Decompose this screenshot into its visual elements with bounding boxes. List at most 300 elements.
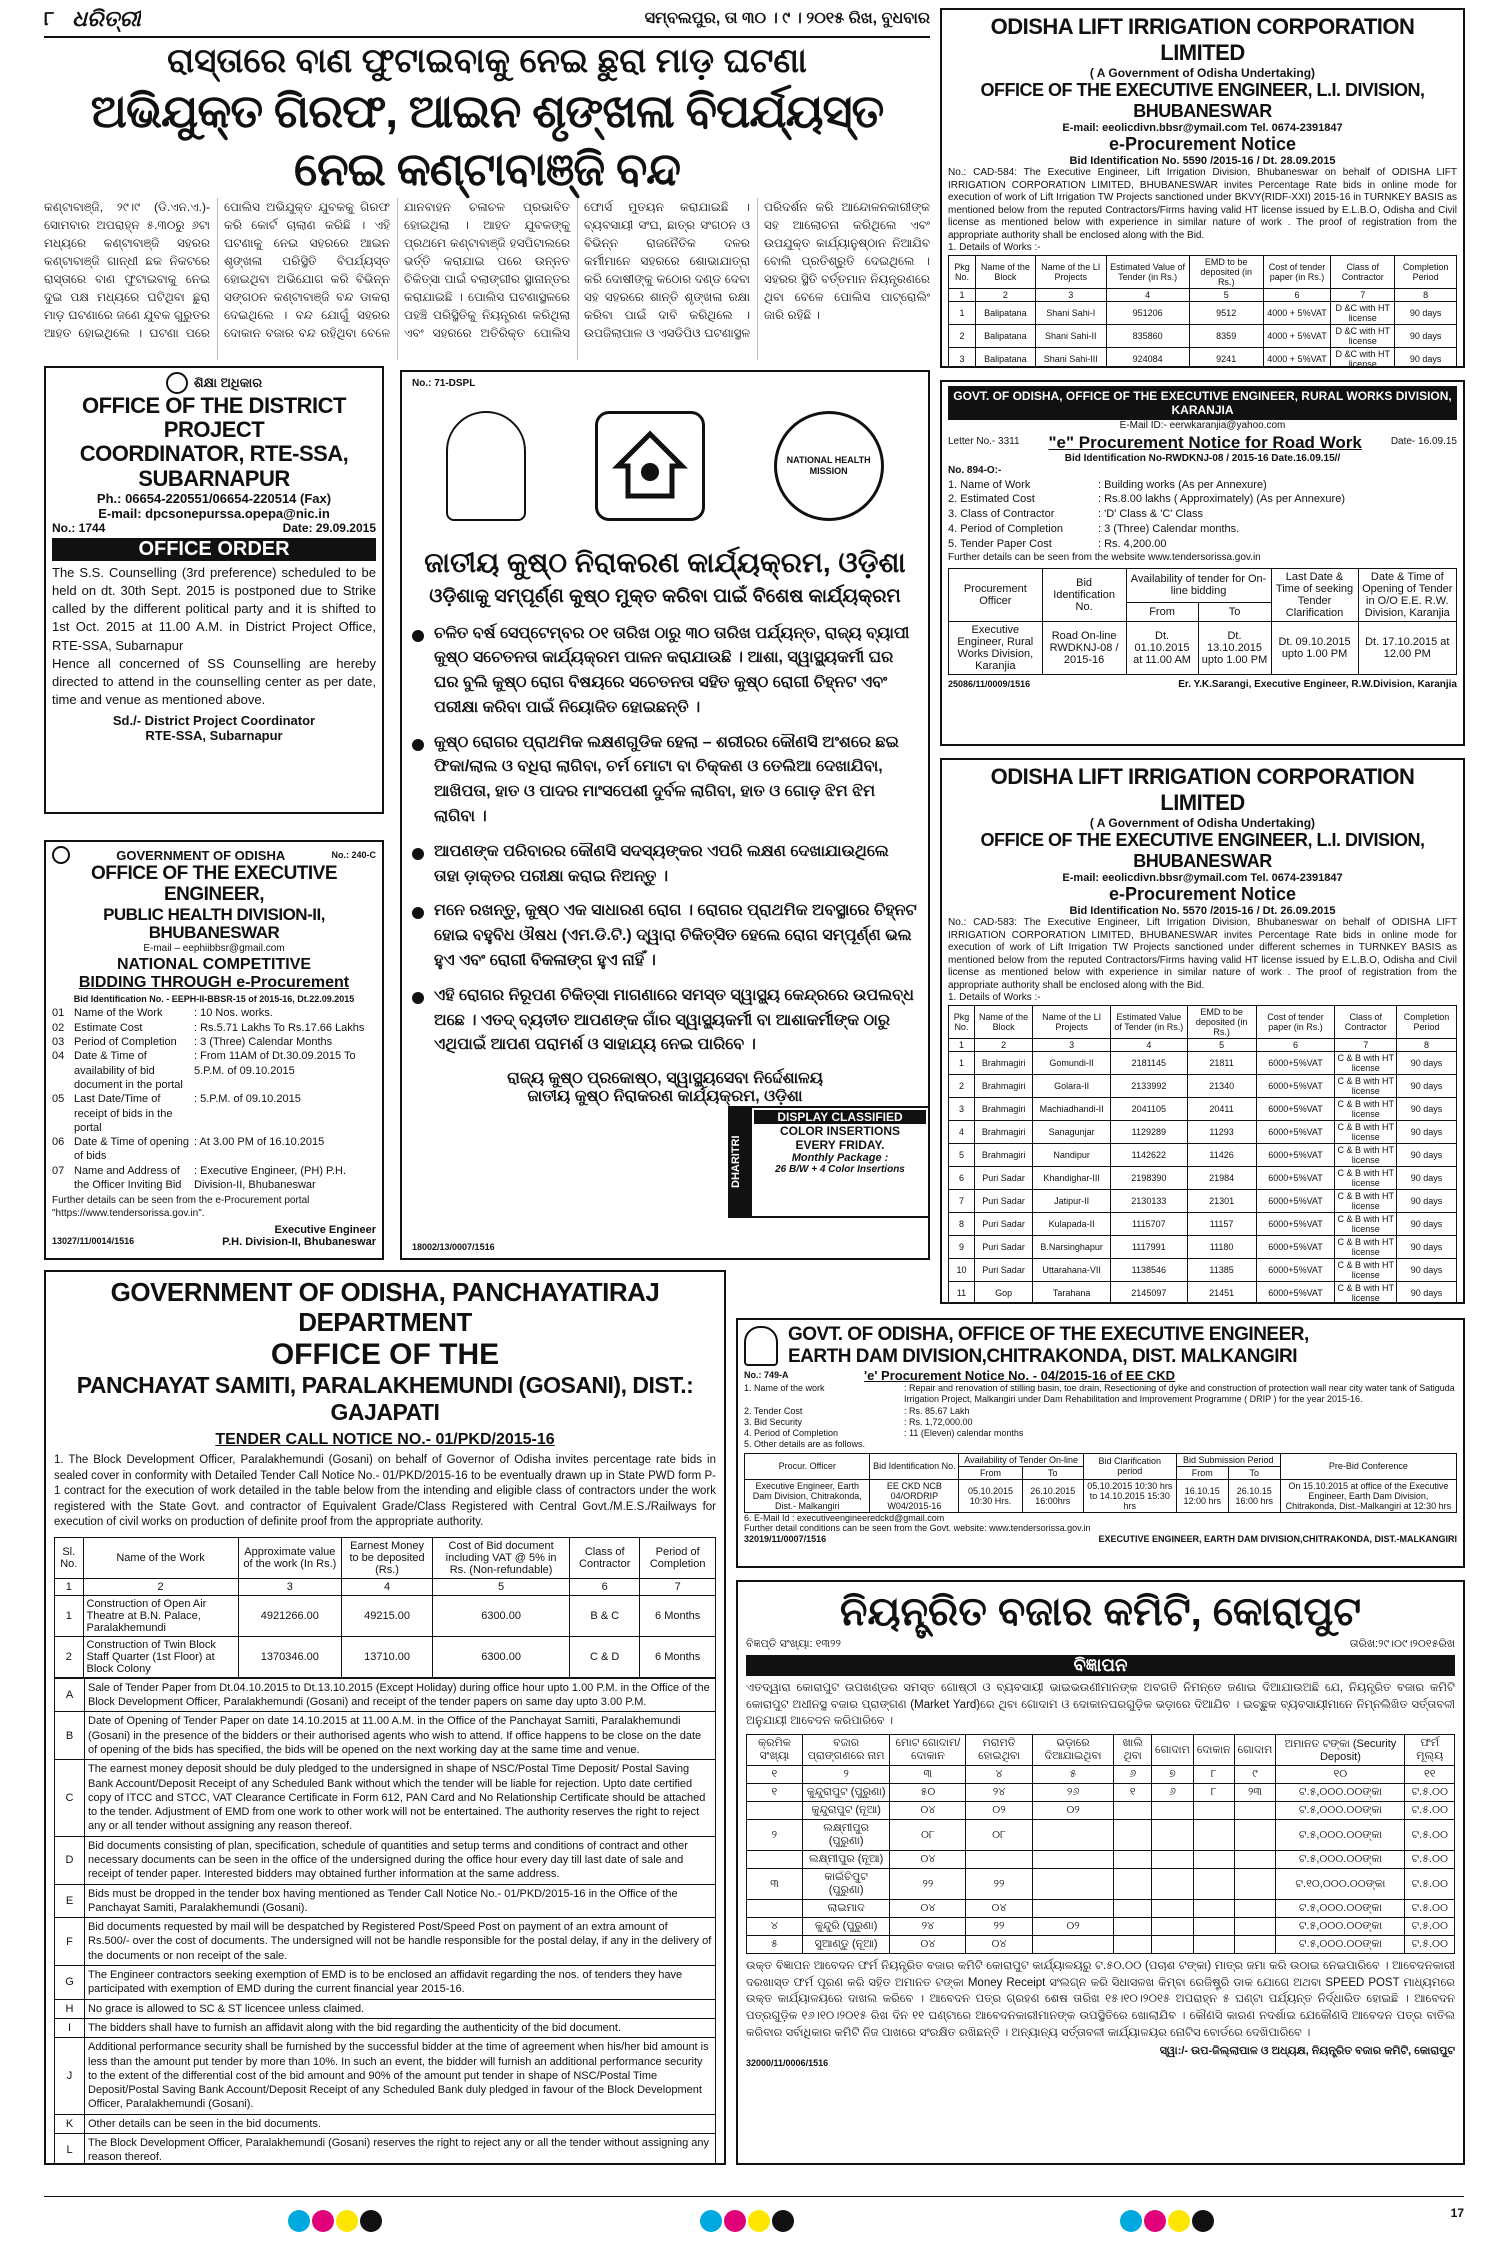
clause-letter: L bbox=[55, 2134, 85, 2165]
market-cell: କୁନ୍ଦୁରାପୁଟ (ନୂଆ) bbox=[802, 1802, 890, 1820]
olic1-th: Name of the LI Projects bbox=[1035, 255, 1106, 288]
market-cell: ୪ bbox=[747, 1918, 803, 1936]
olic1-cell: 2 bbox=[949, 324, 976, 347]
clause-row bbox=[55, 1678, 716, 1712]
detail-no: 04 bbox=[52, 1050, 65, 1063]
gosani-title-1: GOVERNMENT OF ODISHA, PANCHAYATIRAJ DEPARTMENT bbox=[110, 1277, 660, 1337]
gosani-colnum: 2 bbox=[83, 1578, 238, 1595]
table-row bbox=[949, 1258, 1457, 1281]
olic2-cell: C & B with HT license bbox=[1335, 1189, 1397, 1212]
phd-title-1: OFFICE OF THE EXECUTIVE ENGINEER, bbox=[90, 863, 338, 905]
chitra-th-from: From bbox=[1176, 1466, 1228, 1479]
olic2-cell: C & B with HT license bbox=[1335, 1166, 1397, 1189]
market-cell: ୨୪ bbox=[890, 1918, 966, 1936]
olic2-body: No.: CAD-583: The Executive Engineer, Lift Irrigation Division, Bhubaneswar on behalf of ODISHA LIFT IRRIGATION CORPORATION LIMITED, BHUBANESWAR invites Percentage Rate bids in online mode for execution of work of Lift Irrigation TW Projects sanctioned under different schemes in TURNKEY BASIS as mentioned below from the reputed Contractors/Firms having valid HT license issued by E.L.B.O, Odisha and Civil license as mentioned below with experience in similar nature of work . The proof of registration from the appropriate authority shall be enclosed along with the Bid. bbox=[948, 917, 1457, 991]
nlep-ref: 18002/13/0007/1516 bbox=[412, 1242, 495, 1252]
lead-headline: ଅଭିଯୁକ୍ତ ଗିରଫ, ଆଇନ ଶୃଙ୍ଖଳା ବିପର୍ଯ୍ୟସ୍ତ ନେଇ କଣ୍ଟାବାଞ୍ଜି ବନ୍ଦ bbox=[90, 85, 884, 195]
market-cell bbox=[747, 1900, 803, 1918]
detail-value: : 'D' Class & 'C' Class bbox=[1098, 508, 1203, 521]
olic2-works-table bbox=[948, 1005, 1457, 1305]
detail-value: : Building works (As per Annexure) bbox=[1098, 478, 1267, 491]
table-row bbox=[747, 1851, 1455, 1869]
table-row bbox=[949, 1189, 1457, 1212]
market-cell bbox=[1032, 1900, 1114, 1918]
market-cell: ୫ bbox=[747, 1936, 803, 1954]
olic1-title: ODISHA LIFT IRRIGATION CORPORATION LIMITED bbox=[990, 14, 1415, 65]
detail-row bbox=[52, 1006, 376, 1020]
registration-mark-magenta bbox=[724, 2210, 746, 2232]
market-cell bbox=[1114, 1820, 1152, 1851]
olic2-th: Cost of tender paper (in Rs.) bbox=[1256, 1005, 1335, 1038]
market-cell: ୨ bbox=[747, 1820, 803, 1851]
nhm-logo-label: NATIONAL HEALTH MISSION bbox=[786, 454, 871, 476]
clause-text: Sale of Tender Paper from Dt.04.10.2015 to Dt.13.10.2015 (Except Holiday) during office hour upto 1.00 P.M. in the Office of the Block Development Officer, Paralakhemundi (Gosani) and receipt of the tender papers on same day upto 3.00 P.M. bbox=[85, 1678, 716, 1712]
bullet-item bbox=[412, 984, 918, 1058]
bullet-item bbox=[412, 622, 918, 721]
market-cell: ୧ bbox=[747, 1784, 803, 1802]
olic2-cell: 21340 bbox=[1187, 1074, 1256, 1097]
olic1-cell: Shani Sahi-III bbox=[1035, 347, 1106, 368]
bullet-text: ଏହି ରୋଗର ନିରୂପଣ ଚିକିତ୍ସା ମାଗଣାରେ ସମସ୍ତ ସ୍ୱାସ୍ଥ୍ୟ କେନ୍ଦ୍ରରେ ଉପଲବ୍ଧ ଅଛେ । ଏତଦ୍ ବ୍ୟତୀତ ଆପଣଙ୍କ ଗାଁର ସ୍ୱାସ୍ଥ୍ୟକର୍ମୀ ବା ଆଶାକର୍ମୀଙ୍କ ଠାରୁ ଏଥିପାଇଁ ଆପଣ ପରାମର୍ଶ ଓ ସାହାଯ୍ୟ ନେଇ ପାରିବେ । bbox=[434, 986, 914, 1054]
olic2-cell: 90 days bbox=[1397, 1281, 1457, 1304]
olic2-cell: C & B with HT license bbox=[1335, 1258, 1397, 1281]
table-row bbox=[747, 1918, 1455, 1936]
paper-name: ଧରିତ୍ରୀ bbox=[72, 6, 141, 31]
market-cell bbox=[1032, 1820, 1114, 1851]
rtessa-date: Date: 29.09.2015 bbox=[282, 520, 376, 535]
olic1-bid-id: Bid Identification No. 5590 /2015-16 / Dt. 28.09.2015 bbox=[1069, 155, 1336, 167]
table-header-row bbox=[747, 1735, 1455, 1766]
detail-value: : 3 (Three) Calendar months. bbox=[1098, 523, 1240, 536]
market-cell: ଟ.୫.୦୦ bbox=[1405, 1918, 1455, 1936]
phd-footer: Further details can be seen from the e-Procurement portal "https://www.tendersorissa.gov.in". bbox=[52, 1195, 310, 1219]
detail-label: 5. Tender Paper Cost bbox=[948, 537, 1052, 550]
market-cell: ଲକ୍ଷ୍ମୀପୁର (ନୂଆ) bbox=[802, 1851, 890, 1869]
market-cell bbox=[1114, 1802, 1152, 1820]
olic2-th: Pkg No. bbox=[949, 1005, 975, 1038]
olic2-cell: 6000+5%VAT bbox=[1256, 1189, 1335, 1212]
olic2-cell: Brahmagiri bbox=[974, 1143, 1032, 1166]
detail-row bbox=[744, 1417, 1457, 1428]
rtessa-logo-text: ଶିକ୍ଷା ଅଧିକାର bbox=[193, 375, 263, 390]
market-table bbox=[746, 1734, 1455, 1954]
gosani-notice-no: TENDER CALL NOTICE NO.- 01/PKD/2015-16 bbox=[215, 1431, 555, 1449]
detail-value: : 3 (Three) Calendar Months bbox=[194, 1036, 333, 1049]
market-cell: ୦୪ bbox=[890, 1936, 966, 1954]
olic2-cell: 6000+5%VAT bbox=[1256, 1258, 1335, 1281]
detail-label: 1. Name of Work bbox=[948, 478, 1031, 491]
olic1-colnum: 7 bbox=[1331, 288, 1395, 301]
market-colnum: ୧୧ bbox=[1405, 1766, 1455, 1784]
phd-sign-2: P.H. Division-II, Bhubaneswar bbox=[222, 1236, 376, 1249]
promo-line-2: COLOR INSERTIONS bbox=[779, 1124, 900, 1138]
phd-sign-1: Executive Engineer bbox=[274, 1224, 376, 1237]
lead-body: କଣ୍ଟାବାଞ୍ଜି, ୨୯।୯ (ଡି.ଏନ.ଏ.)- ସୋମବାର ଅପରାହ୍ନ ୫.୩୦ରୁ ୬ଟା ମଧ୍ୟରେ କଣ୍ଟାବାଞ୍ଜି ସହରର କଣ୍ଟାବାଞ୍ଜି ଗାନ୍ଧୀ ଛକ ନିକଟରେ ରାସ୍ତାରେ ବାଣ ଫୁଟାଇବାକୁ ନେଇ ଦୁଇ ପକ୍ଷ ମଧ୍ୟରେ ଘଟିଥିବା ଛୁରା ମାଡ଼ ଘଟଣାରେ ଜଣେ ଯୁବକ ଗୁରୁତର ଆହତ ହୋଇଥିଲେ । ଘଟଣା ପରେ ପୋଲିସ ଅଭିଯୁକ୍ତ ଯୁବକକୁ ଗିରଫ କରି କୋର୍ଟ ଚାଲାଣ କରିଛି । ଏହି ଘଟଣାକୁ ନେଇ ସହରରେ ଆଇନ ଶୃଙ୍ଖଳା ପରିସ୍ଥିତି ବିପର୍ଯ୍ୟସ୍ତ ହୋଇଥିବା ଅଭିଯୋଗ କରି ବିଭିନ୍ନ ସଙ୍ଗଠନ କଣ୍ଟାବାଞ୍ଜି ବନ୍ଦ ଡାକରା ଦେଇଥିଲେ । ବନ୍ଦ ଯୋଗୁଁ ସହରର ଦୋକାନ ବଜାର ବନ୍ଦ ରହିଥିବା ବେଳେ ଯାନବାହନ ଚଳାଚଳ ପ୍ରଭାବିତ ହୋଇଥିଲା । ଆହତ ଯୁବକଙ୍କୁ ପ୍ରଥମେ କଣ୍ଟାବାଞ୍ଜି ହସପିଟାଲରେ ଭର୍ତ୍ତି କରାଯାଇ ପରେ ଉନ୍ନତ ଚିକିତ୍ସା ପାଇଁ ବଲାଙ୍ଗୀର ସ୍ଥାନାନ୍ତର କରାଯାଇଛି । ପୋଲିସ ଘଟଣାସ୍ଥଳରେ ପହଞ୍ଚି ପରିସ୍ଥିତିକୁ ନିୟନ୍ତ୍ରଣ କରିଥିଲା ଏବଂ ସହରରେ ଅତିରିକ୍ତ ପୋଲିସ ଫୋର୍ସ ମୁତୟନ କରାଯାଇଛି । ବ୍ୟବସାୟୀ ସଂଘ, ଛାତ୍ର ସଂଗଠନ ଓ ବିଭିନ୍ନ ରାଜନୈତିକ ଦଳର କର୍ମୀମାନେ ସହରରେ ଶୋଭାଯାତ୍ରା କରି ଦୋଷୀଙ୍କୁ କଠୋର ଦଣ୍ଡ ଦେବା ସହ ସହରରେ ଶାନ୍ତି ଶୃଙ୍ଖଳା ରକ୍ଷା କରିବା ପାଇଁ ଦାବି କରିଥିଲେ । ଉପଜିଲାପାଳ ଓ ଏସଡିପିଓ ଘଟଣାସ୍ଥଳ ପରିଦର୍ଶନ କରି ଆନ୍ଦୋଳନକାରୀଙ୍କ ସହ ଆଲୋଚନା କରିଥିଲେ ଏବଂ ଉପଯୁକ୍ତ କାର୍ଯ୍ୟାନୁଷ୍ଠାନ ନିଆଯିବ ବୋଲି ପ୍ରତିଶ୍ରୁତି ଦେଇଥିଲେ । ସହରର ସ୍ଥିତି ବର୍ତ୍ତମାନ ନିୟନ୍ତ୍ରଣରେ ଥିବା ବେଳେ ପୋଲିସ ପାଟ୍ରୋଲିଂ ଜାରି ରହିଛି । bbox=[44, 200, 930, 340]
rtessa-order-banner: OFFICE ORDER bbox=[52, 538, 376, 561]
olic1-cell: Shani Sahi-II bbox=[1035, 324, 1106, 347]
olic2-cell: 1 bbox=[949, 1051, 975, 1074]
gosani-cell: 2 bbox=[55, 1636, 84, 1677]
market-cell bbox=[1193, 1851, 1234, 1869]
detail-label: 2. Estimated Cost bbox=[948, 493, 1035, 506]
gosani-colnum: 3 bbox=[238, 1578, 341, 1595]
olic2-subtitle: ( A Government of Odisha Undertaking) bbox=[1089, 816, 1316, 830]
clause-text: No grace is allowed to SC & ST licencee unless claimed. bbox=[85, 1999, 716, 2018]
olic2-cell: B.Narsinghapur bbox=[1033, 1235, 1111, 1258]
olic-notice-1 bbox=[940, 8, 1465, 368]
market-th: ଅମାନତ ଟଙ୍କା (Security Deposit) bbox=[1276, 1735, 1405, 1766]
olic-notice-2 bbox=[940, 758, 1465, 1304]
chitra-title-1: GOVT. OF ODISHA, OFFICE OF THE EXECUTIVE ENGINEER, bbox=[788, 1324, 1309, 1345]
detail-value: : 11 (Eleven) calendar months bbox=[904, 1428, 1024, 1438]
chitra-items bbox=[744, 1383, 1457, 1451]
olic2-cell: Gomundi-II bbox=[1033, 1051, 1111, 1074]
chitra-ref: 32019/11/0007/1516 bbox=[744, 1534, 827, 1545]
market-cell bbox=[1193, 1936, 1234, 1954]
olic1-th: Completion Period bbox=[1395, 255, 1457, 288]
bullet-icon bbox=[412, 630, 424, 642]
clause-row bbox=[55, 2038, 716, 2114]
market-cell bbox=[1152, 1820, 1194, 1851]
market-intro: ଏତଦ୍ୱାରା କୋରାପୁଟ ଉପଖଣ୍ଡର ସମସ୍ତ ଗୋଷ୍ଠୀ ଓ ବ୍ୟବସାୟୀ ଭାଇଭଉଣୀମାନଙ୍କ ଅବଗତି ନିମନ୍ତେ ଜଣାଇ ଦିଆଯାଉଅଛି ଯେ, ନିୟନ୍ତ୍ରିତ ବଜାର କମିଟି କୋରାପୁଟ ଅଧୀନସ୍ଥ ବଜାର ପ୍ରାଙ୍ଗଣ (Market Yard)ରେ ଥିବା ଗୋଦାମ ଓ ଦୋକାନଘରଗୁଡ଼ିକ ଭଡ଼ାରେ ଦିଆଯିବ । ଇଚ୍ଛୁକ ବ୍ୟବସାୟୀମାନେ ନିମ୍ନଲିଖିତ ସର୍ତ୍ତାବଳୀ ଅନୁଯାୟୀ ଆବେଦନ କରିପାରିବେ । bbox=[746, 1682, 1455, 1728]
table-row bbox=[949, 1212, 1457, 1235]
bullet-icon bbox=[412, 848, 424, 860]
table-row bbox=[949, 1281, 1457, 1304]
market-th: ଗୋଦାମ bbox=[1152, 1735, 1194, 1766]
nlep-title: ଜାତୀୟ କୁଷ୍ଠ ନିରାକରଣ କାର୍ଯ୍ୟକ୍ରମ, ଓଡ଼ିଶା bbox=[424, 546, 906, 578]
registration-mark-yellow bbox=[748, 2210, 770, 2232]
detail-label: 3. Bid Security bbox=[744, 1416, 803, 1427]
chitra-cell: 05.10.2015 10:30 Hrs. bbox=[959, 1479, 1022, 1512]
detail-value: : Rs.5.71 Lakhs To Rs.17.66 Lakhs bbox=[194, 1021, 365, 1034]
olic2-th: Class of Contractor bbox=[1335, 1005, 1397, 1038]
rwd-table bbox=[948, 568, 1457, 675]
rwd-title: GOVT. OF ODISHA, OFFICE OF THE EXECUTIVE ENGINEER, RURAL WORKS DIVISION, KARANJIA bbox=[948, 386, 1457, 420]
nlep-no: No.: 71-DSPL bbox=[412, 378, 476, 389]
clause-row bbox=[55, 1712, 716, 1760]
market-th: ଫର୍ମ ମୂଲ୍ୟ bbox=[1405, 1735, 1455, 1766]
chitra-title-2: EARTH DAM DIVISION,CHITRAKONDA, DIST. MALKANGIRI bbox=[788, 1346, 1298, 1367]
page-number: ୮ bbox=[44, 8, 55, 30]
clause-text: The bidders shall have to furnish an affidavit along with the bid regarding the authenticity of the bid document. bbox=[85, 2018, 716, 2037]
rwd-th: Last Date & Time of seeking Tender Clarification bbox=[1271, 569, 1358, 622]
olic1-office: OFFICE OF THE EXECUTIVE ENGINEER, L.I. DIVISION, BHUBANESWAR bbox=[980, 80, 1425, 121]
gosani-title-3: PANCHAYAT SAMITI, PARALAKHEMUNDI (GOSANI), DIST.: GAJAPATI bbox=[76, 1372, 694, 1425]
olic2-cell: 6000+5%VAT bbox=[1256, 1120, 1335, 1143]
market-colnum: ୫ bbox=[1032, 1766, 1114, 1784]
detail-value: : Rs.8.00 lakhs ( Approximately) (As per Annexure) bbox=[1098, 493, 1345, 506]
table-colnum-row bbox=[747, 1766, 1455, 1784]
olic2-cell: Khandighar-III bbox=[1033, 1166, 1111, 1189]
olic2-cell: 90 days bbox=[1397, 1189, 1457, 1212]
detail-label: 4. Period of Completion bbox=[948, 523, 1063, 536]
olic2-colnum: 3 bbox=[1033, 1038, 1111, 1051]
clause-letter: G bbox=[55, 1966, 85, 2000]
olic2-cell: 1117991 bbox=[1111, 1235, 1187, 1258]
market-banner: ବିଜ୍ଞାପନ bbox=[746, 1655, 1455, 1676]
market-cell: ୬ bbox=[1152, 1784, 1194, 1802]
olic2-cell: 11426 bbox=[1187, 1143, 1256, 1166]
rtessa-no: No.: 1744 bbox=[52, 520, 106, 535]
olic1-cell: 835860 bbox=[1106, 324, 1189, 347]
detail-label: 2. Tender Cost bbox=[744, 1405, 803, 1416]
olic2-cell: Brahmagiri bbox=[974, 1074, 1032, 1097]
chitra-no: No.: 749-A bbox=[744, 1370, 789, 1381]
clause-text: Bids must be dropped in the tender box having mentioned as Tender Call Notice No.- 01/PKD/2015-16 in the Office of the Panchayat Samiti, Paralakhemundi (Gosani). bbox=[85, 1884, 716, 1918]
olic2-cell: 90 days bbox=[1397, 1074, 1457, 1097]
gosani-th: Period of Completion bbox=[640, 1537, 716, 1578]
table-colnum-row bbox=[949, 1038, 1457, 1051]
olic1-colnum: 1 bbox=[949, 288, 976, 301]
phd-no: No.: 240-C bbox=[331, 849, 376, 860]
olic2-cell: C & B with HT license bbox=[1335, 1051, 1397, 1074]
detail-value: : Repair and renovation of stilling basin, toe drain, Resectioning of dyke and construction of protection wall near city water tank of Satiguda Irrigation Project, Malkangiri under Dam Rehabilitation and Improvement Programme ( DRIP ) for the year 2015-16. bbox=[904, 1383, 1455, 1405]
odisha-emblem-icon bbox=[744, 1326, 778, 1366]
market-cell bbox=[1032, 1869, 1114, 1900]
market-cell: ୨୬ bbox=[1032, 1784, 1114, 1802]
rwd-further: Further details can be seen from the website www.tendersorissa.gov.in bbox=[948, 551, 1261, 563]
gosani-cell: 49215.00 bbox=[342, 1595, 433, 1636]
olic1-email: E-mail: eeolicdivn.bbsr@ymail.com Tel. 0674-2391847 bbox=[1062, 122, 1343, 134]
olic2-cell: 9 bbox=[949, 1235, 975, 1258]
market-cell: ଟ.୫.୦୦ bbox=[1405, 1869, 1455, 1900]
market-cell bbox=[1114, 1936, 1152, 1954]
table-row bbox=[949, 1074, 1457, 1097]
market-cell: ଟ.୫,୦୦୦.୦୦ଙ୍କା bbox=[1276, 1936, 1405, 1954]
registration-mark-cyan bbox=[1120, 2210, 1142, 2232]
market-cell bbox=[1032, 1851, 1114, 1869]
olic1-cell: 4000 + 5%VAT bbox=[1263, 301, 1330, 324]
olic2-cell: Tarahana bbox=[1033, 1281, 1111, 1304]
olic2-cell: 11 bbox=[949, 1281, 975, 1304]
detail-label: Name and Address of the Officer Inviting Bid bbox=[74, 1164, 182, 1192]
olic2-title: ODISHA LIFT IRRIGATION CORPORATION LIMITED bbox=[990, 764, 1415, 815]
detail-no: 05 bbox=[52, 1093, 65, 1106]
chitra-th: Bid Identification No. bbox=[870, 1453, 959, 1479]
detail-row bbox=[948, 492, 1457, 507]
market-cell: ଟ.୫.୦୦ bbox=[1405, 1851, 1455, 1869]
chitra-cell: 26.10.2015 16:00hrs bbox=[1022, 1479, 1083, 1512]
olic1-cell: 951206 bbox=[1106, 301, 1189, 324]
gosani-th: Earnest Money to be deposited (Rs.) bbox=[342, 1537, 433, 1578]
market-cell: ଟ.୧୦,୦୦୦.୦୦ଙ୍କା bbox=[1276, 1869, 1405, 1900]
chitra-signature: EXECUTIVE ENGINEER, EARTH DAM DIVISION,CHITRAKONDA, DIST.-MALKANGIRI bbox=[1098, 1534, 1457, 1545]
clause-letter: I bbox=[55, 2018, 85, 2037]
promo-line-5: 26 B/W + 4 Color Insertions bbox=[775, 1164, 905, 1175]
detail-row bbox=[52, 1135, 376, 1164]
market-cell: କୁନ୍ଦୁରି (ପୁରୁଣା) bbox=[802, 1918, 890, 1936]
gosani-works-table bbox=[54, 1537, 716, 1678]
market-cell: ୨୨ bbox=[890, 1869, 966, 1900]
table-row bbox=[55, 1636, 716, 1677]
market-title: ନିୟନ୍ତ୍ରିତ ବଜାର କମିଟି, କୋରାପୁଟ bbox=[839, 1590, 1362, 1634]
market-cell: ୦୪ bbox=[966, 1900, 1032, 1918]
market-cell: ଟ.୫,୦୦୦.୦୦ଙ୍କା bbox=[1276, 1918, 1405, 1936]
market-cell: ୦୪ bbox=[966, 1936, 1032, 1954]
market-cell bbox=[1234, 1900, 1276, 1918]
bullet-item bbox=[412, 840, 918, 890]
gosani-cell: 13710.00 bbox=[342, 1636, 433, 1677]
olic1-cell: 4000 + 5%VAT bbox=[1263, 324, 1330, 347]
olic2-cell: Puri Sadar bbox=[974, 1166, 1032, 1189]
market-colnum: ୩ bbox=[890, 1766, 966, 1784]
market-cell bbox=[1234, 1869, 1276, 1900]
olic2-cell: 21984 bbox=[1187, 1166, 1256, 1189]
phd-email: E-mail – eephiibbsr@gmail.com bbox=[143, 943, 285, 955]
detail-value: : Rs. 85.67 Lakh bbox=[904, 1405, 970, 1416]
rwd-date: Date- 16.09.15 bbox=[1390, 436, 1457, 448]
olic2-cell: Kulapada-II bbox=[1033, 1212, 1111, 1235]
olic2-cell: C & B with HT license bbox=[1335, 1281, 1397, 1304]
market-cell: ୦୨ bbox=[966, 1802, 1032, 1820]
market-cell: ୨୨ bbox=[966, 1918, 1032, 1936]
olic2-cell: 2133992 bbox=[1111, 1074, 1187, 1097]
table-colnum-row bbox=[949, 288, 1457, 301]
olic2-th: EMD to be deposited (in Rs.) bbox=[1187, 1005, 1256, 1038]
detail-no: 07 bbox=[52, 1164, 65, 1177]
olic2-notice-title: e-Procurement Notice bbox=[1108, 884, 1297, 904]
rtessa-body-2: Hence all concerned of SS Counselling are hereby directed to attend in the counselling center as per date, time and venue as mentioned above. bbox=[52, 655, 376, 708]
olic2-cell: Machiadhandi-II bbox=[1033, 1097, 1111, 1120]
odisha-emblem-icon bbox=[52, 846, 70, 864]
clause-text: Bid documents requested by mail will be despatched by Registered Post/Speed Post on payment of an extra amount of Rs.500/- over the cost of documents. The undersigned will not be handle responsible for the postal delay, if any in the delivery of the documents or non receipt of the sale. bbox=[85, 1918, 716, 1966]
market-cell: ୦୨ bbox=[1032, 1918, 1114, 1936]
table-row bbox=[747, 1820, 1455, 1851]
rwd-th-from: From bbox=[1126, 602, 1198, 622]
chitra-email: 6. E-Mail Id : executiveengineeredckd@gmail.com bbox=[744, 1512, 945, 1523]
market-th: ମରାମତି ହୋଇଥିବା bbox=[966, 1735, 1032, 1766]
market-th: ଦୋକାନ bbox=[1193, 1735, 1234, 1766]
display-classified-promo bbox=[728, 1106, 930, 1218]
market-th: ଗୋଦାମ bbox=[1234, 1735, 1276, 1766]
table-row bbox=[747, 1936, 1455, 1954]
gosani-th: Name of the Work bbox=[83, 1537, 238, 1578]
lead-story bbox=[44, 40, 930, 360]
olic2-cell: 90 days bbox=[1397, 1235, 1457, 1258]
market-colnum: ୭ bbox=[1152, 1766, 1194, 1784]
table-row bbox=[949, 1235, 1457, 1258]
olic2-cell: 6000+5%VAT bbox=[1256, 1166, 1335, 1189]
chitra-table bbox=[744, 1453, 1457, 1513]
market-cell bbox=[1152, 1869, 1194, 1900]
olic2-cell: C & B with HT license bbox=[1335, 1235, 1397, 1258]
rwd-bid-id: Bid Identification No-RWDKNJ-08 / 2015-16 Date.16.09.15// bbox=[1064, 452, 1341, 464]
registration-mark-cyan bbox=[288, 2210, 310, 2232]
page-number-footer: 17 bbox=[1450, 2206, 1464, 2220]
promo-side-label: DHARITRI bbox=[730, 1108, 752, 1216]
promo-line-1: DISPLAY CLASSIFIED bbox=[754, 1110, 926, 1124]
clause-text: Other details can be seen in the bid documents. bbox=[85, 2114, 716, 2133]
market-colnum: ୧୦ bbox=[1276, 1766, 1405, 1784]
olic1-body: No.: CAD-584: The Executive Engineer, Lift Irrigation Division, Bhubaneswar on behalf of ODISHA LIFT IRRIGATION CORPORATION LIMITED, BHUBANESWAR invites Percentage Rate bids in online mode for execution of work of Lift Irrigation TW Projects sanctioned under BKVY(RIDF-XXI) 2015-16 in TURNKEY BASIS as mentioned below from the reputed Contractors/Firms having valid HT license issued by E.L.B.O, Odisha and Civil license as mentioned below with experience in similar nature of work . The proof of registration from the appropriate authority shall be enclosed along with the Bid. bbox=[948, 167, 1457, 241]
clause-letter: B bbox=[55, 1712, 85, 1760]
olic2-cell: 2130133 bbox=[1111, 1189, 1187, 1212]
clause-row bbox=[55, 1884, 716, 1918]
market-cell: ଟ.୫,୦୦୦.୦୦ଙ୍କା bbox=[1276, 1900, 1405, 1918]
ashoka-emblem-icon bbox=[446, 411, 526, 521]
market-colnum: ୨ bbox=[802, 1766, 890, 1784]
olic2-cell: C & B with HT license bbox=[1335, 1097, 1397, 1120]
phd-bidding: BIDDING THROUGH e-Procurement bbox=[78, 973, 350, 991]
rwd-ref: 25086/11/0009/1516 bbox=[948, 679, 1031, 690]
olic1-th: Cost of tender paper (in Rs.) bbox=[1263, 255, 1330, 288]
olic1-th: Class of Contractor bbox=[1331, 255, 1395, 288]
olic1-colnum: 8 bbox=[1395, 288, 1457, 301]
market-cell bbox=[1152, 1851, 1194, 1869]
detail-value: : 10 Nos. works. bbox=[194, 1007, 273, 1020]
rwd-cell: Dt. 13.10.2015 upto 1.00 PM bbox=[1198, 622, 1271, 675]
olic2-cell: 5 bbox=[949, 1143, 975, 1166]
rtessa-sign-2: RTE-SSA, Subarnapur bbox=[145, 728, 283, 744]
market-body: ଉକ୍ତ ବିଜ୍ଞାପନ ଆବେଦନ ଫର୍ମ ନିୟନ୍ତ୍ରିତ ବଜାର କମିଟି କୋରାପୁଟ କାର୍ଯ୍ୟାଳୟରୁ ଟ.୫୦.୦୦ (ପଚାଶ ଟଙ୍କା) ମାତ୍ର ଜମା କରି ଉଠାଇ ନେଇପାରିବେ । ଆବେଦନକାରୀ ଦରଖାସ୍ତ ଫର୍ମ ପୂରଣ କରି ସହିତ ଅମାନତ ଟଙ୍କା Money Receipt ସଂଲଗ୍ନ କରି ସିଧାସଳଖ କିମ୍ବା ରେଜିଷ୍ଟ୍ରି ଡାକ ଯୋଗେ ଅଥବା SPEED POST ମାଧ୍ୟମରେ ଉକ୍ତ କାର୍ଯ୍ୟାଳୟରେ ଦାଖଲ କରିବେ । ଆବେଦନ ପତ୍ର ଗ୍ରହଣ ଶେଷ ତାରିଖ ୧୫।୧୦।୨୦୧୫ ଅପରାହ୍ନ ୫ ଘଣ୍ଟା ପର୍ଯ୍ୟନ୍ତ ନିର୍ଦ୍ଧାରିତ ହୋଇଛି । ଆବେଦନ ପତ୍ରଗୁଡ଼ିକ ୧୬।୧୦।୨୦୧୫ ରିଖ ଦିନ ୧୧ ଘଣ୍ଟାରେ ଆବେଦନକାରୀମାନଙ୍କ ଉପସ୍ଥିତିରେ ଖୋଲାଯିବ । କୌଣସି କାରଣ ନଦର୍ଶାଇ ଯେକୌଣସି ଆବେଦନ ପତ୍ର ବାତିଲ କରିବାର ସର୍ବାଧିକାର କମିଟି ନିଜ ପାଖରେ ସଂରକ୍ଷିତ ରଖିଛନ୍ତି । ଅନ୍ୟାନ୍ୟ ସର୍ତ୍ତାବଳୀ କାର୍ଯ୍ୟାଳୟର ନୋଟିସ ବୋର୍ଡରେ ଦେଖିପାରିବେ । bbox=[746, 1960, 1455, 2039]
olic1-cell: D &C with HT license bbox=[1331, 347, 1395, 368]
market-cell bbox=[1152, 1936, 1194, 1954]
olic2-cell: C & B with HT license bbox=[1335, 1143, 1397, 1166]
rtessa-phone: Ph.: 06654-220551/06654-220514 (Fax) bbox=[96, 490, 332, 506]
chitra-th-from: From bbox=[959, 1466, 1022, 1479]
olic2-cell: 3 bbox=[949, 1097, 975, 1120]
gosani-cell: 1370346.00 bbox=[238, 1636, 341, 1677]
market-cell bbox=[1234, 1936, 1276, 1954]
olic2-cell: 11293 bbox=[1187, 1120, 1256, 1143]
olic1-cell: 924084 bbox=[1106, 347, 1189, 368]
phd-details bbox=[52, 1006, 376, 1192]
olic1-cell: 8359 bbox=[1189, 324, 1263, 347]
rwd-th: Availability of tender for On-line bidding bbox=[1126, 569, 1271, 602]
olic2-cell: 2145097 bbox=[1111, 1281, 1187, 1304]
gosani-cell: 6300.00 bbox=[433, 1595, 570, 1636]
registration-mark-black bbox=[772, 2210, 794, 2232]
olic2-colnum: 4 bbox=[1111, 1038, 1187, 1051]
detail-no: 02 bbox=[52, 1021, 65, 1034]
clause-letter: E bbox=[55, 1884, 85, 1918]
olic2-cell: 6000+5%VAT bbox=[1256, 1235, 1335, 1258]
market-cell: ୦୮ bbox=[890, 1820, 966, 1851]
clause-row bbox=[55, 1760, 716, 1836]
market-colnum: ୯ bbox=[1234, 1766, 1276, 1784]
phd-notice bbox=[44, 840, 384, 1260]
chitra-cell: 05.10.2015 10:30 hrs to 14.10.2015 15:30 hrs bbox=[1083, 1479, 1176, 1512]
chitra-cell: On 15.10.2015 at office of the Executive Engineer, Earth Dam Division, Chitrakonda, Dist.-Malkangiri at 12:30 hrs bbox=[1280, 1479, 1456, 1512]
rtessa-notice bbox=[44, 366, 384, 814]
olic2-cell: 11385 bbox=[1187, 1258, 1256, 1281]
clause-text: Additional performance security shall be furnished by the successful bidder at the time of agreement when his/her bid amount is less than the amount put tender by more than 10%. In such an event, the bidder will furnish an additional performance security to the extent of the differential cost of the bid amount and 90% of the amount put tender in shape of NSC/Postal Time Deposit/Postal Saving Bank Account/Deposit Receipt of any Scheduled Bank duly pledged in favour of the Block Development Officer, Paralakhemundi (Gosani). bbox=[85, 2038, 716, 2114]
detail-label: 3. Class of Contractor bbox=[948, 508, 1055, 521]
olic2-cell: Puri Sadar bbox=[974, 1212, 1032, 1235]
clause-text: The Engineer contractors seeking exemption of EMD is to be enclosed an affidavit regarding the nos. of tenders they have participated with exemption of EMD during the current financial year 2015-16. bbox=[85, 1966, 716, 2000]
chitra-notice-title: 'e' Procurement Notice No. - 04/2015-16 of EE CKD bbox=[864, 1368, 1176, 1383]
masthead-rule bbox=[44, 36, 930, 38]
olic2-colnum: 7 bbox=[1335, 1038, 1397, 1051]
market-cell: କାଇଁଚିପୁଟ (ପୁରୁଣା) bbox=[802, 1869, 890, 1900]
market-th: ମୋଟ ଗୋଦାମ/ ଦୋକାନ bbox=[890, 1735, 966, 1766]
market-cell: କୁନ୍ଦୁରାପୁଟ (ପୁରୁଣା) bbox=[802, 1784, 890, 1802]
table-header-row bbox=[949, 255, 1457, 288]
clause-row bbox=[55, 1918, 716, 1966]
chitra-th-to: To bbox=[1022, 1466, 1083, 1479]
market-cell: ଟ.୫,୦୦୦.୦୦ଙ୍କା bbox=[1276, 1820, 1405, 1851]
olic1-subtitle: ( A Government of Odisha Undertaking) bbox=[1089, 66, 1316, 80]
olic2-cell: Brahmagiri bbox=[974, 1097, 1032, 1120]
olic2-cell: 7 bbox=[949, 1189, 975, 1212]
rwd-cell: Executive Engineer, Rural Works Division, Karanjia bbox=[949, 622, 1043, 675]
olic2-cell: Puri Sadar bbox=[974, 1258, 1032, 1281]
market-ref: 32000/11/0006/1516 bbox=[746, 2058, 829, 2069]
olic1-th: Name of the Block bbox=[976, 255, 1036, 288]
olic1-colnum: 2 bbox=[976, 288, 1036, 301]
bullet-text: କୁଷ୍ଠ ରୋଗର ପ୍ରାଥମିକ ଲକ୍ଷଣଗୁଡିକ ହେଲା – ଶରୀରର କୌଣସି ଅଂଶରେ ଛଇ ଫିକା/ଲାଲ ଓ ବଧିରା ଲାଗିବା, ଚର୍ମ ମୋଟା ବା ଚିକ୍କଣ ଓ ତେଲିଆ ଦେଖାଯିବା, ଆଖିପତା, ହାତ ଓ ପାଦର ମାଂସପେଶୀ ଦୁର୍ବଳ ଲାଗିବା, ହାତ ଓ ଗୋଡ଼ ଝିମ ଝିମ ଲାଗିବା । bbox=[434, 733, 899, 826]
olic2-cell: 1115707 bbox=[1111, 1212, 1187, 1235]
